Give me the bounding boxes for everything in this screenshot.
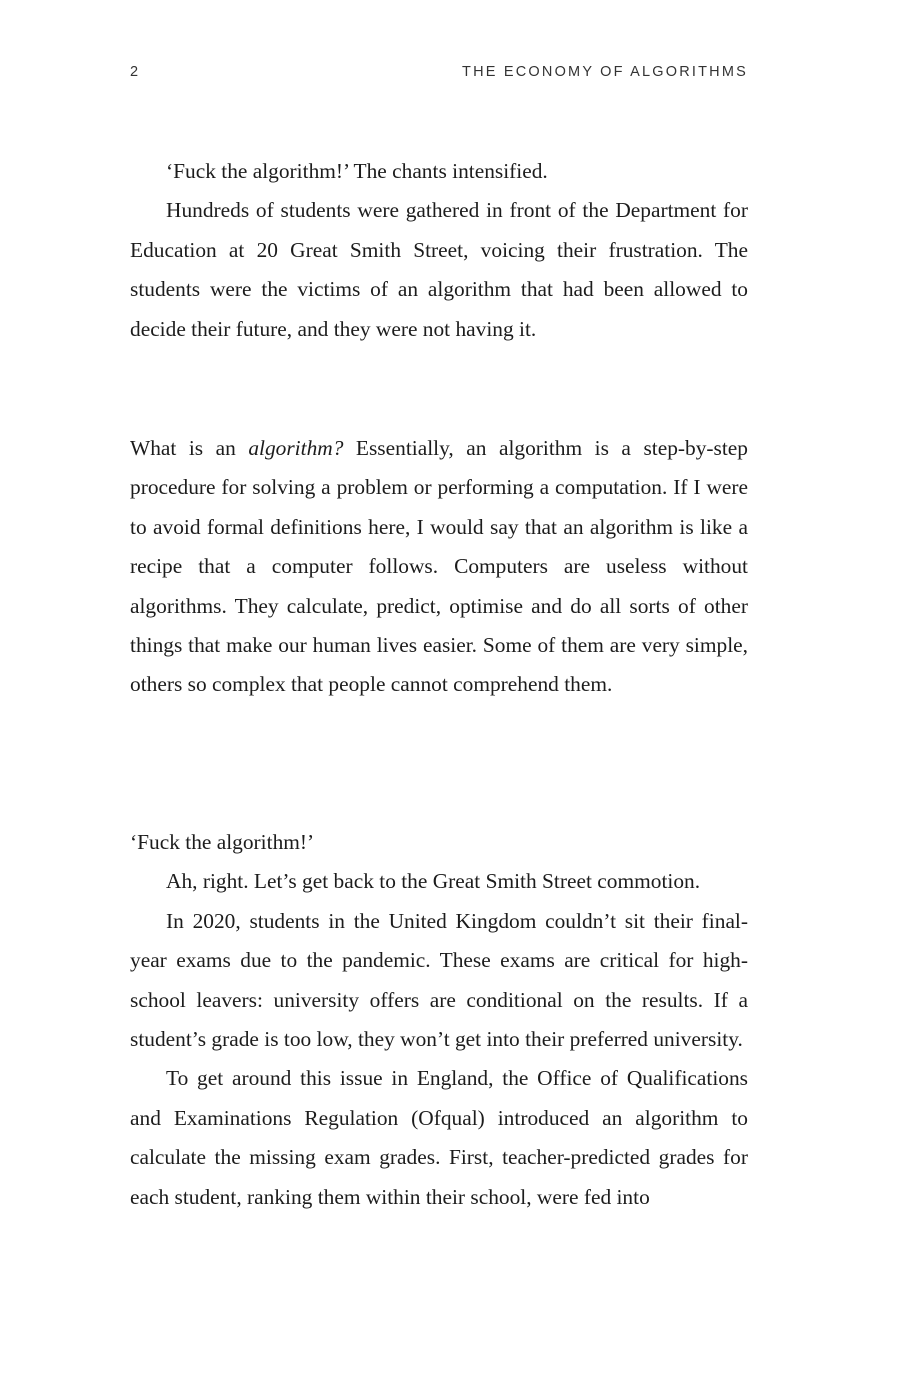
paragraph-chant: ‘Fuck the algorithm!’ The chants intensified. — [166, 159, 548, 183]
definition-emphasis: algorithm? — [248, 436, 344, 460]
page-number: 2 — [130, 64, 139, 80]
definition-intro: What is an — [130, 436, 249, 460]
running-head — [130, 64, 748, 86]
paragraph-ofqual-algorithm: To get around this issue in England, the Office of Qualifications and Examinations Regulation (Ofqual) introduced an algorithm to calculate the missing exam grades. First, teacher-predicted grades for each student, ranking them within their school, were fed into — [130, 1066, 748, 1209]
paragraph-what-is-algorithm — [130, 429, 748, 705]
section-exam-story — [130, 823, 748, 1217]
definition-rest: Essentially, an algorithm is a step-by-step procedure for solving a problem or performing a computation. If I were to avoid formal definitions here, I would say that an algorithm is like a recipe that a computer follows. Computers are useless without algorithms. They calculate, predict, optimise and do all sorts of other things that make our human lives easier. Some of them are very simple, others so complex that people cannot comprehend them. — [130, 436, 748, 697]
paragraph-back-to-commotion: Ah, right. Let’s get back to the Great Smith Street commotion. — [166, 869, 701, 894]
section-algorithm-definition — [130, 429, 748, 705]
section-protest-opening — [130, 152, 748, 349]
paragraph-students-gathered: Hundreds of students were gathered in front of the Department for Education at 20 Great Smith Street, voicing their frustration. The students were the victims of an algorithm that had been allowed to decide their future, and they were not having it. — [130, 198, 748, 341]
book-title: THE ECONOMY OF ALGORITHMS — [462, 64, 748, 80]
paragraph-chant-repeat: ‘Fuck the algorithm!’ — [130, 830, 315, 854]
paragraph-2020-exams: In 2020, students in the United Kingdom couldn’t sit their final-year exams due to the pandemic. These exams are critical for high-school leavers: university offers are conditional on the results. If a student’s grade is too low, they won’t get into their preferred university. — [130, 908, 748, 1052]
